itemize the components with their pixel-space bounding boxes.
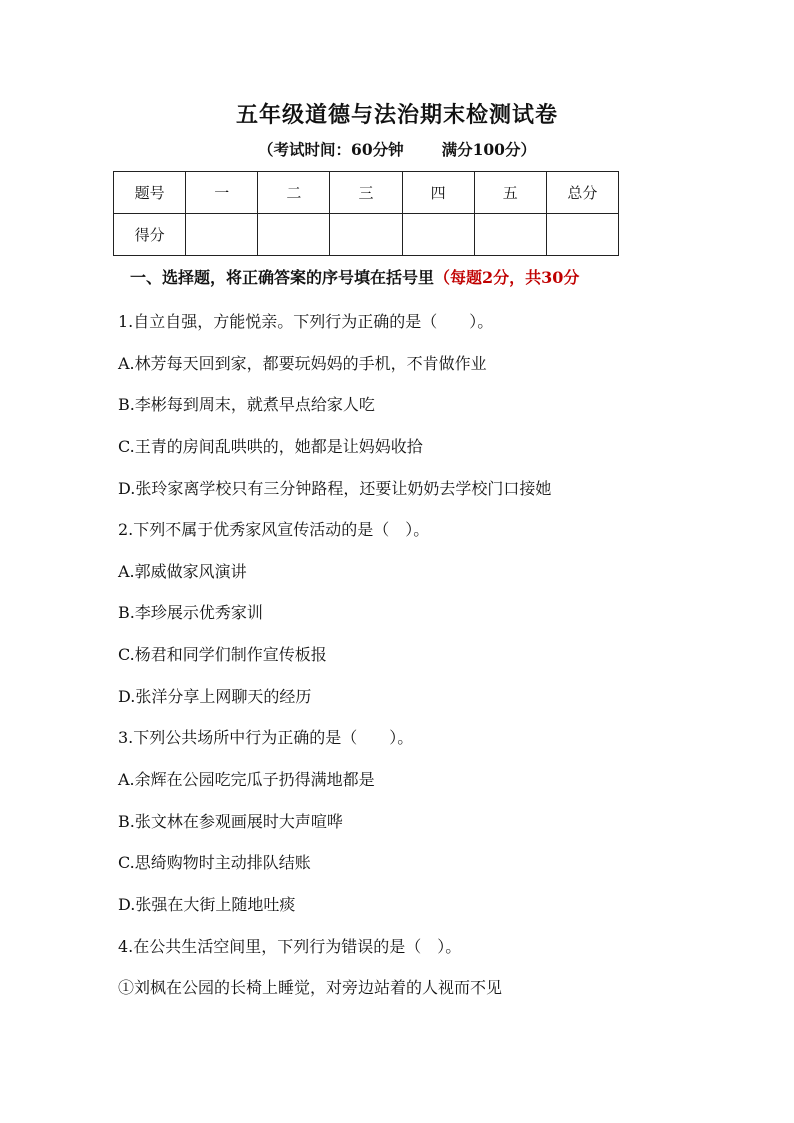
exam-time: （考试时间：60分钟 (258, 140, 404, 159)
section-points: （每题2分，共30分 (434, 268, 580, 287)
section-heading (130, 265, 579, 288)
score-table-header-cell: 总分 (546, 172, 618, 214)
score-table-score-row (114, 214, 619, 256)
option-line: C.杨君和同学们制作宣传板报 (118, 645, 327, 664)
exam-full-score: 满分100分） (441, 140, 536, 159)
score-table-header-cell: 题号 (114, 172, 186, 214)
score-cell (258, 214, 330, 256)
score-table-header-cell: 二 (258, 172, 330, 214)
option-line: A.林芳每天回到家，都要玩妈妈的手机，不肯做作业 (118, 354, 487, 373)
option-line: A.郭威做家风演讲 (118, 562, 247, 581)
score-cell (186, 214, 258, 256)
option-line: B.李珍展示优秀家训 (118, 603, 263, 622)
score-cell (546, 214, 618, 256)
option-line: D.张玲家离学校只有三分钟路程，还要让奶奶去学校门口接她 (118, 479, 552, 498)
score-row-label: 得分 (114, 214, 186, 256)
question-line: 1.自立自强，方能悦亲。下列行为正确的是（ ）。 (118, 312, 494, 331)
score-cell (402, 214, 474, 256)
exam-info (0, 138, 794, 160)
option-line: B.张文林在参观画展时大声喧哗 (118, 812, 343, 831)
option-line: D.张强在大街上随地吐痰 (118, 895, 296, 914)
score-table-header-cell: 一 (186, 172, 258, 214)
question-line: 2.下列不属于优秀家风宣传活动的是（ ）。 (118, 520, 430, 539)
score-table-header-cell: 四 (402, 172, 474, 214)
question-line: 3.下列公共场所中行为正确的是（ ）。 (118, 728, 414, 747)
score-cell (330, 214, 402, 256)
option-line: C.思绮购物时主动排队结账 (118, 853, 311, 872)
option-line: A.余辉在公园吃完瓜子扔得满地都是 (118, 770, 375, 789)
page-title: 五年级道德与法治期末检测试卷 (235, 102, 558, 128)
option-line: B.李彬每到周末，就煮早点给家人吃 (118, 395, 375, 414)
option-line: C.王青的房间乱哄哄的，她都是让妈妈收拾 (118, 437, 423, 456)
score-table-header-cell: 五 (474, 172, 546, 214)
score-cell (474, 214, 546, 256)
statement-line: ①刘枫在公园的长椅上睡觉，对旁边站着的人视而不见 (118, 978, 503, 997)
score-table-header-cell: 三 (330, 172, 402, 214)
question-line: 4.在公共生活空间里，下列行为错误的是（ ）。 (118, 937, 462, 956)
score-table-header-row (114, 172, 619, 214)
section-title: 一、选择题，将正确答案的序号填在括号里 (130, 268, 435, 287)
score-table (113, 171, 619, 256)
option-line: D.张洋分享上网聊天的经历 (118, 687, 312, 706)
